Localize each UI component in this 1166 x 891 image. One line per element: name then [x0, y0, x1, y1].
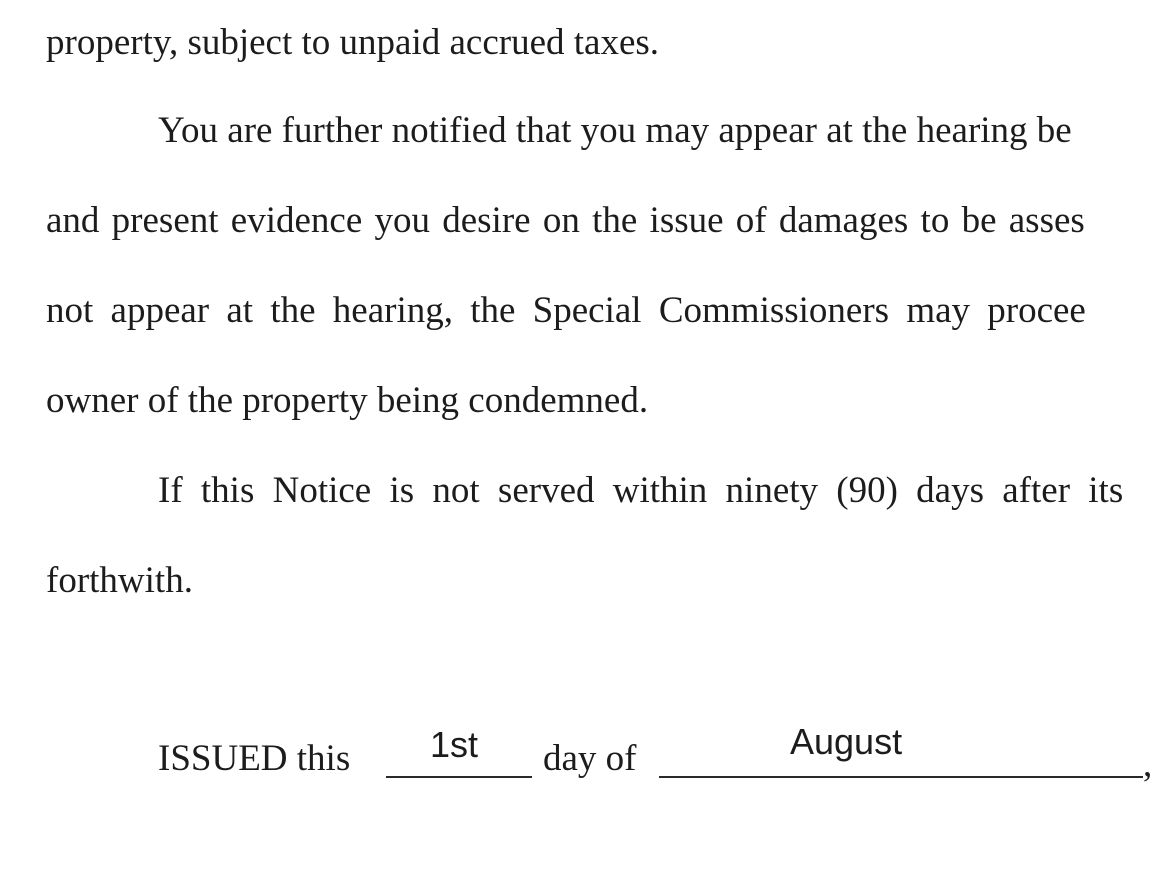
- text-line-4: not appear at the hearing, the Special Commissioners may procee: [46, 290, 1086, 331]
- issued-middle: day of: [543, 738, 637, 779]
- month-value: August: [790, 721, 903, 762]
- day-value: 1st: [430, 724, 479, 765]
- trailing-comma: ,: [1143, 744, 1153, 785]
- text-line-2: You are further notified that you may appear at the hearing be: [158, 110, 1072, 151]
- text-line-5: owner of the property being condemned.: [46, 380, 649, 421]
- text-line-6: If this Notice is not served within ninety (90) days after its: [158, 470, 1124, 511]
- day-blank: [386, 776, 532, 778]
- issued-prefix: ISSUED this: [158, 738, 351, 779]
- month-blank: [659, 776, 1143, 778]
- text-line-7: forthwith.: [46, 560, 193, 601]
- text-line-1: property, subject to unpaid accrued taxes.: [46, 22, 660, 63]
- text-line-3: and present evidence you desire on the issue of damages to be asses: [46, 200, 1085, 241]
